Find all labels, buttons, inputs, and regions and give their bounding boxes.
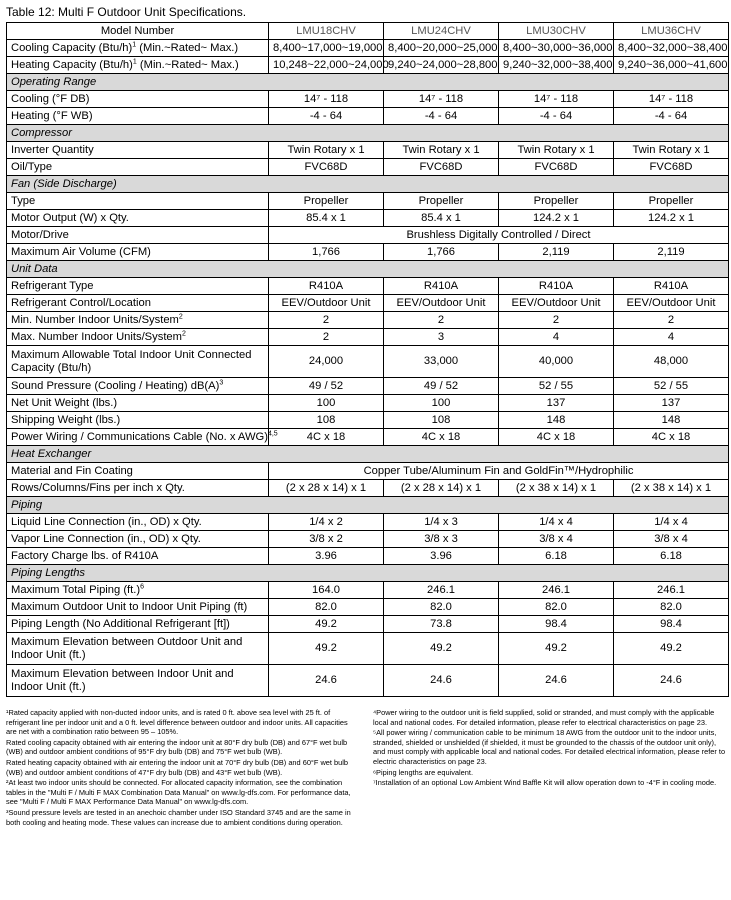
spec-label (7, 412, 269, 429)
spec-row (7, 599, 729, 616)
spec-value: 124.2 x 1 (499, 210, 614, 227)
spec-label-text: Cooling (°F DB) (11, 93, 90, 105)
footnote-ref: 1 (132, 58, 137, 66)
spec-label-text: Maximum Elevation between Indoor Unit and Indoor Unit (ft.) (11, 667, 234, 693)
spec-value: 14⁷ - 118 (614, 91, 729, 108)
spec-value: 24.6 (499, 665, 614, 697)
spec-label (7, 429, 278, 446)
spec-label-text: Rows/Columns/Fins per inch x Qty. (11, 482, 185, 494)
spec-row (7, 412, 729, 429)
spec-value: R410A (384, 278, 499, 295)
spec-value: 2 (384, 312, 499, 329)
spec-row (7, 210, 729, 227)
spec-value: 1,766 (384, 244, 499, 261)
spec-value: 24,000 (269, 346, 384, 378)
spec-value: 14⁷ - 118 (499, 91, 614, 108)
spec-row (7, 480, 729, 497)
section-title: Unit Data (7, 261, 729, 278)
spec-value: 9,240~36,000~41,600 (614, 57, 729, 74)
section-title: Fan (Side Discharge) (7, 176, 729, 193)
spec-value: 148 (614, 412, 729, 429)
spec-row (7, 582, 729, 599)
model-name: LMU18CHV (269, 23, 384, 40)
spec-label-text: Heating (°F WB) (11, 110, 93, 122)
spec-label (7, 463, 269, 480)
spec-value: -4 - 64 (384, 108, 499, 125)
spec-value: Twin Rotary x 1 (499, 142, 614, 159)
spec-value: 82.0 (269, 599, 384, 616)
spec-label-text: Material and Fin Coating (11, 465, 133, 477)
spec-value: 10,248~22,000~24,000 (269, 57, 384, 74)
section-title: Operating Range (7, 74, 729, 91)
spec-value: (2 x 38 x 14) x 1 (499, 480, 614, 497)
spec-value: 8,400~32,000~38,400 (614, 40, 729, 57)
spec-row (7, 312, 729, 329)
spec-row (7, 429, 729, 446)
spec-row (7, 548, 729, 565)
spec-value: 2 (614, 312, 729, 329)
spec-label-text: Maximum Total Piping (ft.) (11, 584, 141, 596)
section-row (7, 446, 729, 463)
spec-value: 9,240~32,000~38,400 (499, 57, 614, 74)
spec-label-text: Factory Charge lbs. of R410A (11, 550, 159, 562)
spec-value: EEV/Outdoor Unit (614, 295, 729, 312)
footnote: ⁷Installation of an optional Low Ambient Wind Baffle Kit will allow operation down to -4°F in cooling mode. (373, 778, 717, 788)
spec-value: 24.6 (269, 665, 384, 697)
table-caption: Table 12: Multi F Outdoor Unit Specifications. (6, 5, 247, 19)
spec-value: 40,000 (499, 346, 614, 378)
spec-value: 49 / 52 (269, 378, 384, 395)
spec-value: 2 (269, 329, 384, 346)
spec-label (7, 295, 269, 312)
spec-value: 2 (269, 312, 384, 329)
spec-label (7, 227, 269, 244)
spec-value: 3/8 x 2 (269, 531, 384, 548)
spec-value: Propeller (269, 193, 384, 210)
spec-value: 100 (384, 395, 499, 412)
spec-value: 8,400~30,000~36,000 (499, 40, 614, 57)
spec-value: R410A (614, 278, 729, 295)
spec-value: Propeller (384, 193, 499, 210)
header-row (7, 23, 729, 40)
spec-value: 4C x 18 (269, 429, 384, 446)
spec-value: EEV/Outdoor Unit (384, 295, 499, 312)
spec-value: 246.1 (499, 582, 614, 599)
section-row (7, 565, 729, 582)
spec-label-text: Vapor Line Connection (in., OD) x Qty. (11, 533, 201, 545)
spec-value: 82.0 (499, 599, 614, 616)
footnote: ⁶Piping lengths are equivalent. (373, 767, 474, 777)
section-row (7, 125, 729, 142)
spec-row (7, 227, 729, 244)
spec-value: 3/8 x 3 (384, 531, 499, 548)
spec-value: 6.18 (499, 548, 614, 565)
model-number-label: Model Number (7, 23, 269, 40)
spec-value: 3.96 (269, 548, 384, 565)
spec-value: Twin Rotary x 1 (614, 142, 729, 159)
footnote: Rated heating capacity obtained with air entering the indoor unit at 70°F dry bulb (DB) and 60°F wet bulb (WB) and outdoor ambient conditions of 47°F dry bulb (DB) and 43°F wet bulb (WB). (6, 757, 348, 777)
spec-value: 82.0 (614, 599, 729, 616)
spec-row (7, 193, 729, 210)
spec-label (7, 193, 269, 210)
spec-label (7, 616, 269, 633)
spec-value: 49.2 (269, 633, 384, 665)
model-name: LMU30CHV (499, 23, 614, 40)
spec-value: 1/4 x 2 (269, 514, 384, 531)
spec-value: 85.4 x 1 (384, 210, 499, 227)
footnote: ⁴Power wiring to the outdoor unit is field supplied, solid or stranded, and must comply with the applicable local and national codes. For detailed information, please refer to electrical characteristics on page 23. (373, 708, 715, 727)
spec-value: 2 (499, 312, 614, 329)
spec-table-body (7, 23, 729, 697)
spec-label (7, 329, 269, 346)
spec-value: R410A (499, 278, 614, 295)
spec-label (7, 633, 269, 665)
spec-label-text: Maximum Air Volume (CFM) (11, 246, 151, 258)
section-title: Heat Exchanger (7, 446, 729, 463)
spec-value: 52 / 55 (499, 378, 614, 395)
spec-label-text: Oil/Type (11, 161, 53, 173)
section-title: Piping (7, 497, 729, 514)
footnote: ⁵All power wiring / communication cable to be minimum 18 AWG from the outdoor unit to the indoor units, stranded, shielded or unshielded (if shielded, it must be grounded to the chassis of the outdoor unit only), and must comply with applicable local and national codes. For detailed electrical information, please refer to electric characteristics on page 23. (373, 728, 726, 766)
spec-value: 137 (499, 395, 614, 412)
spec-value: -4 - 64 (614, 108, 729, 125)
spec-row (7, 346, 729, 378)
spec-row (7, 395, 729, 412)
spec-label-text: Maximum Allowable Total Indoor Unit Connected Capacity (Btu/h) (11, 348, 252, 374)
model-name: LMU36CHV (614, 23, 729, 40)
footnote-ref: 3 (219, 379, 224, 387)
spec-value: 3/8 x 4 (499, 531, 614, 548)
spec-label-text: Motor Output (W) x Qty. (11, 212, 129, 224)
spec-value: 164.0 (269, 582, 384, 599)
footnotes-left (6, 708, 360, 828)
spec-label (7, 244, 269, 261)
footnote-ref: 2 (178, 313, 183, 321)
footnote: ²At least two indoor units should be connected. For allocated capacity information, see the combination tables in the "Multi F / Multi F MAX Combination Data Manual" on www.lg-dfs.com. For performance data, see "Multi F / Multi F MAX Performance Data Manual" on www.lg-dfs.com. (6, 778, 351, 807)
spec-row (7, 665, 729, 697)
spec-label-text: Maximum Elevation between Outdoor Unit and Indoor Unit (ft.) (11, 635, 243, 661)
footnote: ³Sound pressure levels are tested in an anechoic chamber under ISO Standard 3745 and are the same in both cooling and heating mode. These values can increase due to ambient conditions during operation. (6, 807, 351, 827)
spec-label (7, 665, 269, 697)
footnote-ref: 1 (132, 41, 137, 49)
spec-row (7, 108, 729, 125)
spec-value: 1/4 x 4 (499, 514, 614, 531)
spec-label-text: Refrigerant Control/Location (11, 297, 151, 309)
spec-value: 1/4 x 4 (614, 514, 729, 531)
spec-value-shared: Copper Tube/Aluminum Fin and GoldFin™/Hydrophilic (269, 463, 729, 480)
spec-label-tail: (Min.~Rated~ Max.) (136, 42, 239, 54)
spec-value: EEV/Outdoor Unit (499, 295, 614, 312)
section-row (7, 74, 729, 91)
spec-value: 98.4 (499, 616, 614, 633)
spec-value: 49.2 (614, 633, 729, 665)
spec-label-text: Type (11, 195, 36, 207)
spec-value: 108 (384, 412, 499, 429)
spec-label (7, 40, 269, 57)
spec-row (7, 378, 729, 395)
spec-value: 3.96 (384, 548, 499, 565)
spec-table (6, 22, 729, 697)
spec-label (7, 108, 269, 125)
spec-value: (2 x 28 x 14) x 1 (384, 480, 499, 497)
spec-value: 2,119 (614, 244, 729, 261)
spec-value: 49.2 (499, 633, 614, 665)
spec-row (7, 57, 729, 74)
spec-label-text: Refrigerant Type (11, 280, 94, 292)
spec-value: 98.4 (614, 616, 729, 633)
spec-value: 4C x 18 (384, 429, 499, 446)
spec-value: FVC68D (499, 159, 614, 176)
spec-row (7, 531, 729, 548)
spec-row (7, 142, 729, 159)
spec-value: 49 / 52 (384, 378, 499, 395)
spec-value: EEV/Outdoor Unit (269, 295, 384, 312)
spec-label-text: Shipping Weight (lbs.) (11, 414, 121, 426)
spec-value: 124.2 x 1 (614, 210, 729, 227)
spec-label-text: Sound Pressure (Cooling / Heating) dB(A) (11, 380, 220, 392)
spec-value: 1/4 x 3 (384, 514, 499, 531)
spec-label (7, 531, 269, 548)
spec-value: 48,000 (614, 346, 729, 378)
section-title: Piping Lengths (7, 565, 729, 582)
spec-label-text: Power Wiring / Communications Cable (No. x AWG) (11, 431, 268, 443)
spec-value: FVC68D (384, 159, 499, 176)
spec-value: 8,400~20,000~25,000 (384, 40, 499, 57)
spec-value: 3 (384, 329, 499, 346)
spec-value: 2,119 (499, 244, 614, 261)
spec-label-text: Liquid Line Connection (in., OD) x Qty. (11, 516, 202, 528)
spec-label (7, 278, 269, 295)
spec-row (7, 91, 729, 108)
section-row (7, 261, 729, 278)
section-row (7, 497, 729, 514)
spec-value: 100 (269, 395, 384, 412)
spec-value: FVC68D (614, 159, 729, 176)
spec-value: 73.8 (384, 616, 499, 633)
footnote-ref: 6 (140, 583, 145, 591)
spec-value: 82.0 (384, 599, 499, 616)
spec-label-text: Maximum Outdoor Unit to Indoor Unit Piping (ft) (11, 601, 248, 613)
spec-value: 3/8 x 4 (614, 531, 729, 548)
spec-label (7, 159, 269, 176)
spec-label-text: Piping Length (No Additional Refrigerant [ft]) (11, 618, 230, 630)
spec-label-text: Min. Number Indoor Units/System (11, 314, 179, 326)
spec-row (7, 244, 729, 261)
section-title: Compressor (7, 125, 729, 142)
spec-value: FVC68D (269, 159, 384, 176)
spec-value: 108 (269, 412, 384, 429)
spec-value: (2 x 28 x 14) x 1 (269, 480, 384, 497)
spec-row (7, 40, 729, 57)
spec-value: 24.6 (384, 665, 499, 697)
spec-value: 246.1 (614, 582, 729, 599)
spec-label (7, 582, 269, 599)
spec-value: 246.1 (384, 582, 499, 599)
spec-value: Twin Rotary x 1 (269, 142, 384, 159)
spec-value: 85.4 x 1 (269, 210, 384, 227)
spec-label-text: Net Unit Weight (lbs.) (11, 397, 118, 409)
footnote-ref: 4,5 (267, 430, 278, 438)
spec-row (7, 278, 729, 295)
spec-value: 9,240~24,000~28,800 (384, 57, 499, 74)
spec-value: 137 (614, 395, 729, 412)
spec-row (7, 514, 729, 531)
spec-label (7, 57, 269, 74)
spec-label-text: Heating Capacity (Btu/h) (11, 59, 133, 71)
footnotes-right (373, 708, 728, 789)
spec-label-text: Motor/Drive (11, 229, 69, 241)
spec-label-tail: (Min.~Rated~ Max.) (136, 59, 239, 71)
spec-value: -4 - 64 (499, 108, 614, 125)
spec-value: (2 x 38 x 14) x 1 (614, 480, 729, 497)
spec-label (7, 142, 269, 159)
spec-value: 4C x 18 (614, 429, 729, 446)
spec-row (7, 616, 729, 633)
spec-row (7, 463, 729, 480)
spec-label (7, 548, 269, 565)
spec-label-text: Cooling Capacity (Btu/h) (11, 42, 133, 54)
section-row (7, 176, 729, 193)
spec-label (7, 91, 269, 108)
footnote-ref: 2 (181, 330, 186, 338)
spec-value: Twin Rotary x 1 (384, 142, 499, 159)
spec-row (7, 329, 729, 346)
footnote: ¹Rated capacity applied with non-ducted indoor units, and is rated 0 ft. above sea level with 25 ft. of refrigerant line per indoor unit and a 0 ft. level difference between outdoor and indoor units. All capacities are net with a combination ratio between 95 – 105%. (6, 708, 348, 737)
spec-row (7, 159, 729, 176)
spec-value: 14⁷ - 118 (269, 91, 384, 108)
spec-value: 4 (499, 329, 614, 346)
spec-value: 4 (614, 329, 729, 346)
spec-label (7, 378, 269, 395)
spec-value: 24.6 (614, 665, 729, 697)
spec-value: Propeller (614, 193, 729, 210)
spec-label-text: Max. Number Indoor Units/System (11, 331, 182, 343)
spec-row (7, 633, 729, 665)
spec-label-text: Inverter Quantity (11, 144, 94, 156)
spec-value: 8,400~17,000~19,000 (269, 40, 384, 57)
spec-value: Propeller (499, 193, 614, 210)
spec-value: 49.2 (384, 633, 499, 665)
spec-value: 4C x 18 (499, 429, 614, 446)
spec-value-shared: Brushless Digitally Controlled / Direct (269, 227, 729, 244)
footnote: Rated cooling capacity obtained with air entering the indoor unit at 80°F dry bulb (DB) and 67°F wet bulb (WB) and outdoor ambient conditions of 95°F dry bulb (DB) and 75°F wet bulb (WB). (6, 737, 348, 757)
spec-value: 52 / 55 (614, 378, 729, 395)
spec-label (7, 514, 269, 531)
spec-value: 1,766 (269, 244, 384, 261)
spec-value: 14⁷ - 118 (384, 91, 499, 108)
spec-value: R410A (269, 278, 384, 295)
spec-label (7, 346, 269, 378)
spec-label (7, 480, 269, 497)
spec-value: 6.18 (614, 548, 729, 565)
spec-label (7, 599, 269, 616)
spec-label (7, 395, 269, 412)
spec-value: 33,000 (384, 346, 499, 378)
model-name: LMU24CHV (384, 23, 499, 40)
spec-row (7, 295, 729, 312)
spec-value: 49.2 (269, 616, 384, 633)
spec-value: 148 (499, 412, 614, 429)
spec-label (7, 210, 269, 227)
spec-label (7, 312, 269, 329)
spec-value: -4 - 64 (269, 108, 384, 125)
